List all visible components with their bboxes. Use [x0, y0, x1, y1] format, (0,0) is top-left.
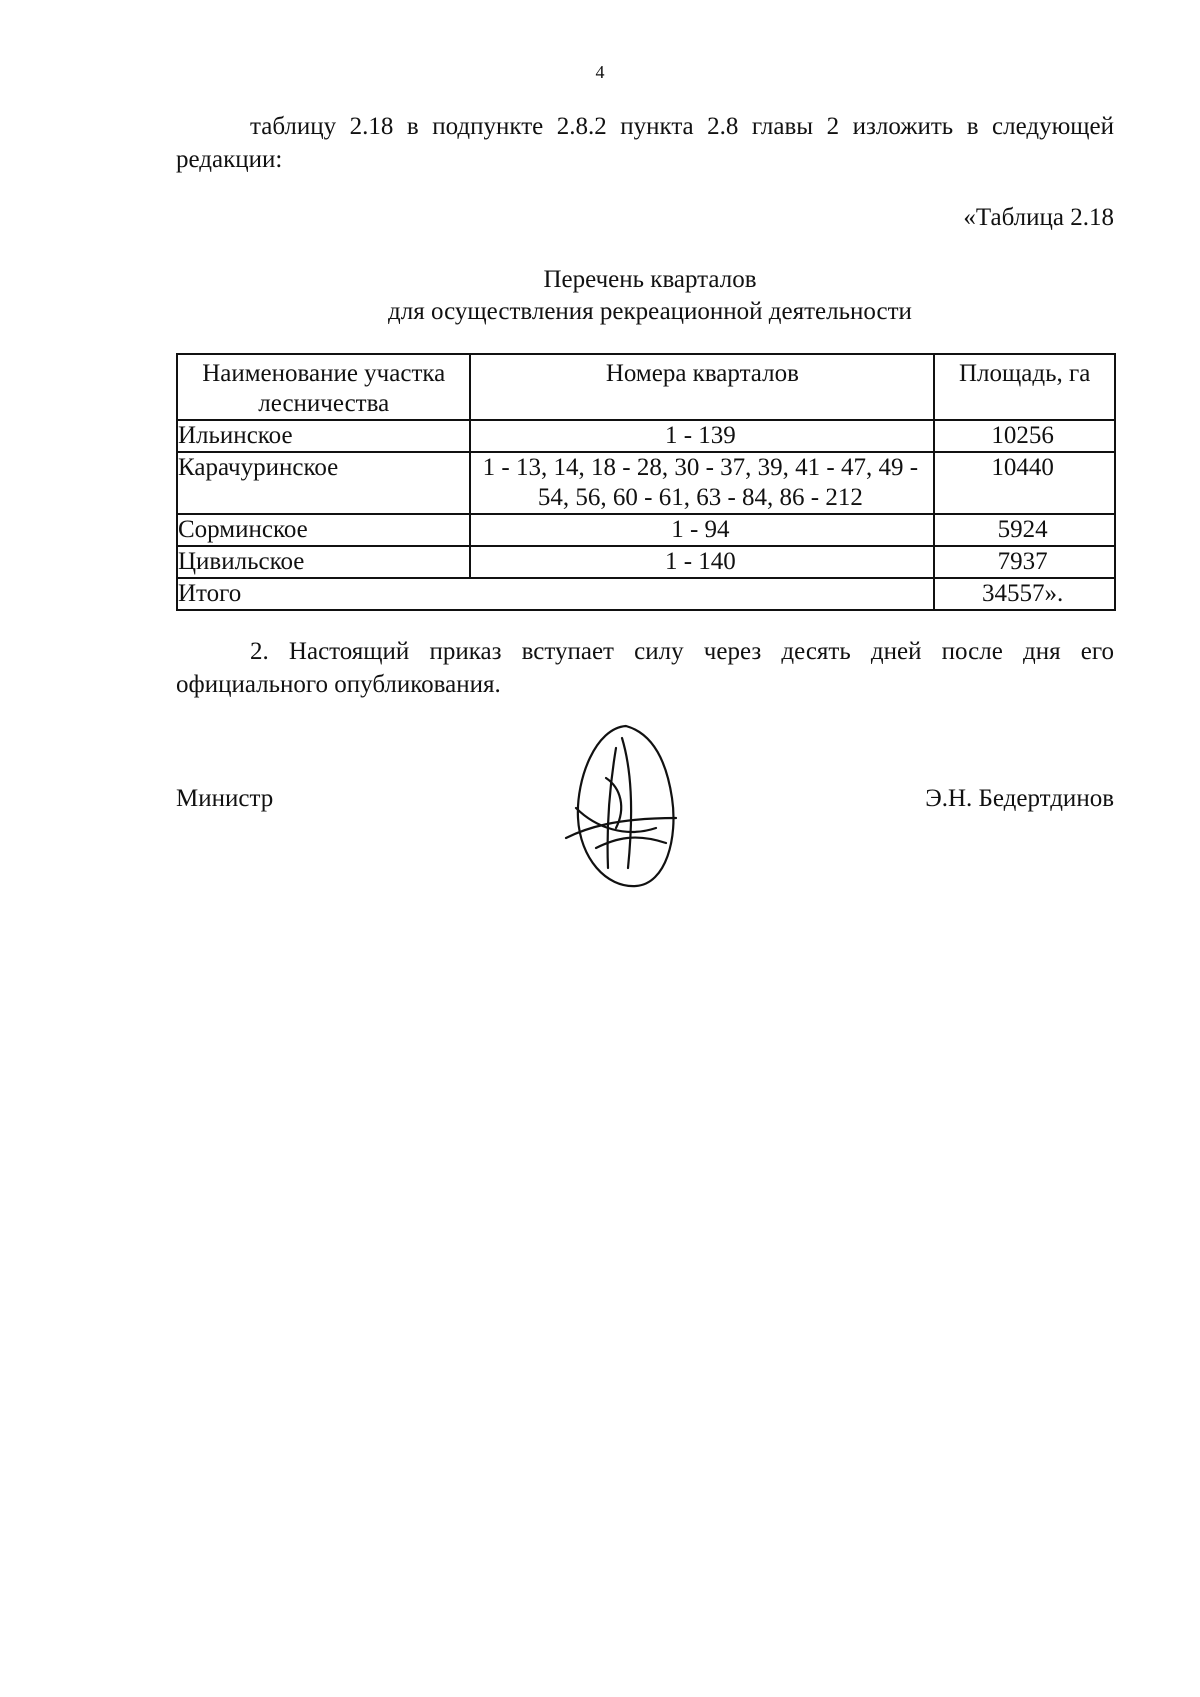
table-row — [177, 546, 1115, 578]
total-area: 34557». — [934, 578, 1115, 610]
table-title — [0, 264, 1200, 328]
row-area: 5924 — [934, 514, 1115, 546]
row-area: 10440 — [934, 452, 1115, 514]
table-row — [177, 420, 1115, 452]
row-quarters: 1 - 140 — [470, 546, 934, 578]
signer-title: Министр — [176, 785, 274, 812]
table-label: «Таблица 2.18 — [963, 204, 1114, 231]
table-row — [177, 514, 1115, 546]
table-header-row — [177, 354, 1115, 420]
closing-paragraph: 2. Настоящий приказ вступает силу через десять дней после дня его официального опубликования. — [176, 638, 1114, 698]
row-name: Цивильское — [177, 546, 470, 578]
header-quarters: Номера кварталов — [470, 354, 934, 420]
total-label: Итого — [177, 578, 934, 610]
page-number: 4 — [595, 62, 605, 82]
row-quarters: 1 - 94 — [470, 514, 934, 546]
row-quarters: 1 - 139 — [470, 420, 934, 452]
row-quarters: 1 - 13, 14, 18 - 28, 30 - 37, 39, 41 - 47, 49 - 54, 56, 60 - 61, 63 - 84, 86 - 212 — [470, 452, 934, 514]
header-area: Площадь, га — [934, 354, 1115, 420]
table-row — [177, 452, 1115, 514]
row-name: Ильинское — [177, 420, 470, 452]
table-title-line-2: для осуществления рекреационной деятельности — [388, 298, 912, 325]
table-title-line-1: Перечень кварталов — [543, 266, 757, 293]
table-total-row — [177, 578, 1115, 610]
row-name: Сорминское — [177, 514, 470, 546]
header-name: Наименование участка лесничества — [177, 354, 470, 420]
row-area: 7937 — [934, 546, 1115, 578]
handwritten-signature-icon — [556, 718, 686, 898]
signer-name: Э.Н. Бедертдинов — [925, 785, 1114, 812]
quarters-table — [176, 353, 1116, 611]
row-area: 10256 — [934, 420, 1115, 452]
row-name: Карачуринское — [177, 452, 470, 514]
intro-paragraph: таблицу 2.18 в подпункте 2.8.2 пункта 2.8 главы 2 изложить в следующей редакции: — [176, 113, 1114, 173]
